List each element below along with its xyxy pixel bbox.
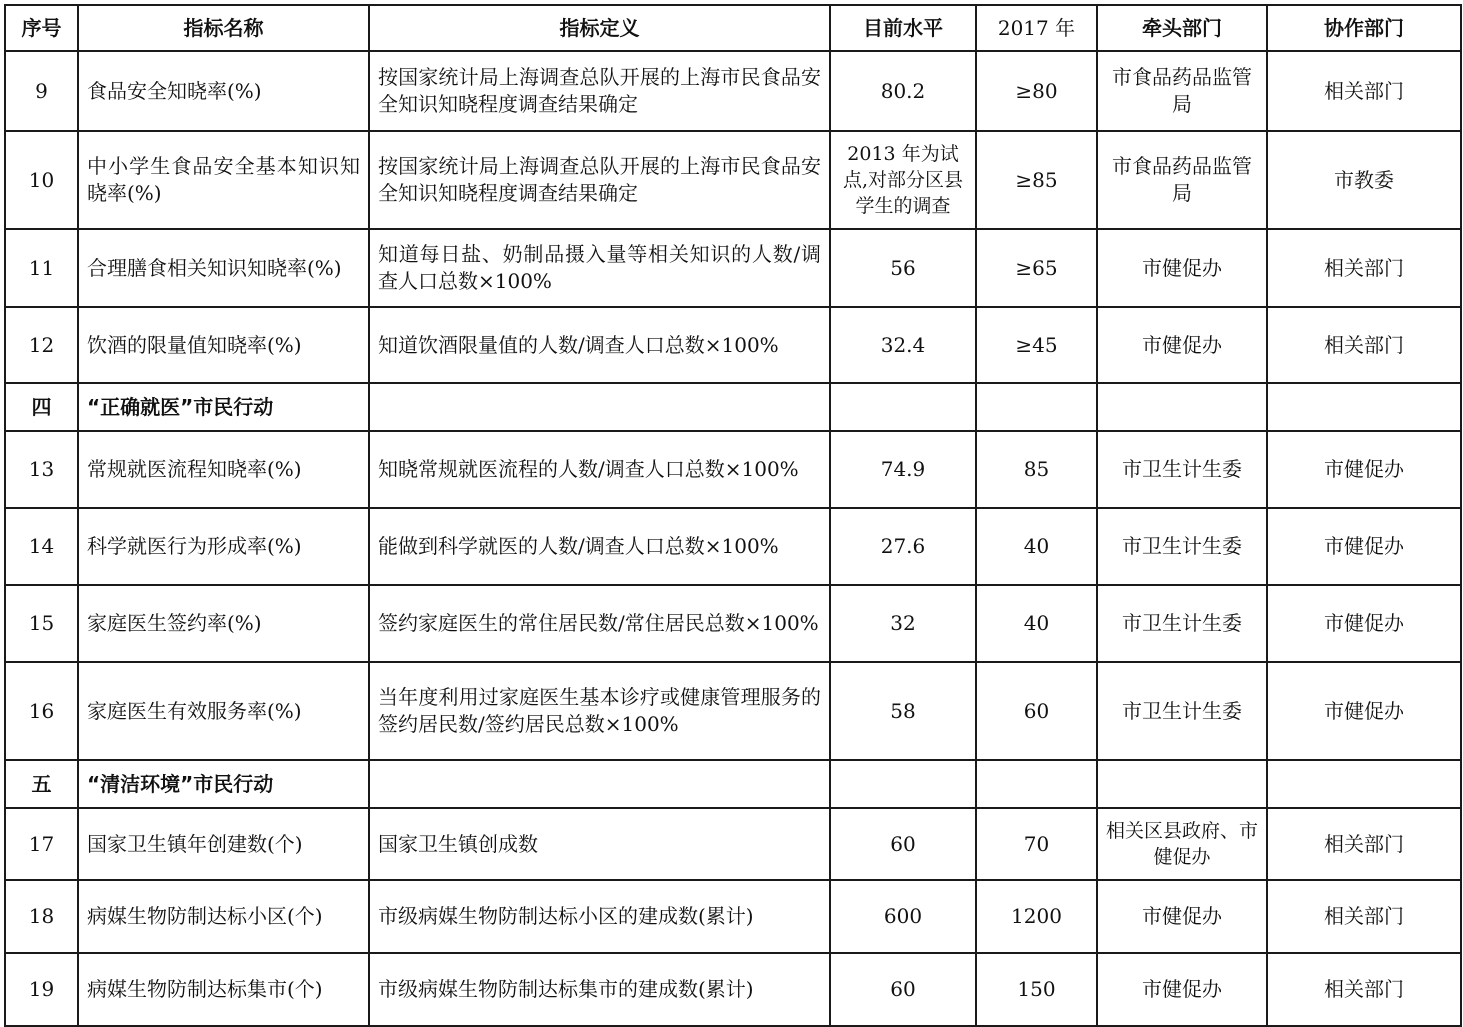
row-lead: 市食品药品监管局 bbox=[1097, 51, 1267, 131]
row-seq: 10 bbox=[5, 131, 78, 229]
section-row bbox=[5, 760, 1461, 808]
table-row bbox=[5, 307, 1461, 383]
row-name: 食品安全知晓率(%) bbox=[78, 51, 369, 131]
row-target: 70 bbox=[976, 808, 1097, 880]
empty-cell bbox=[976, 383, 1097, 431]
table-row bbox=[5, 662, 1461, 760]
empty-cell bbox=[1097, 760, 1267, 808]
row-name: 饮酒的限量值知晓率(%) bbox=[78, 307, 369, 383]
table-row bbox=[5, 585, 1461, 662]
empty-cell bbox=[1097, 383, 1267, 431]
empty-cell bbox=[369, 760, 830, 808]
row-seq: 12 bbox=[5, 307, 78, 383]
row-definition: 市级病媒生物防制达标小区的建成数(累计) bbox=[369, 880, 830, 953]
section-row bbox=[5, 383, 1461, 431]
row-lead: 市健促办 bbox=[1097, 953, 1267, 1026]
row-lead: 市健促办 bbox=[1097, 880, 1267, 953]
row-target: 85 bbox=[976, 431, 1097, 508]
row-lead: 市卫生计生委 bbox=[1097, 585, 1267, 662]
row-coop: 相关部门 bbox=[1267, 880, 1461, 953]
row-definition: 知道每日盐、奶制品摄入量等相关知识的人数/调查人口总数×100% bbox=[369, 229, 830, 307]
row-definition: 按国家统计局上海调查总队开展的上海市民食品安全知识知晓程度调查结果确定 bbox=[369, 51, 830, 131]
table-row bbox=[5, 953, 1461, 1026]
table-row bbox=[5, 508, 1461, 585]
row-definition: 按国家统计局上海调查总队开展的上海市民食品安全知识知晓程度调查结果确定 bbox=[369, 131, 830, 229]
row-definition: 签约家庭医生的常住居民数/常住居民总数×100% bbox=[369, 585, 830, 662]
row-seq: 17 bbox=[5, 808, 78, 880]
row-current: 58 bbox=[830, 662, 976, 760]
row-target: ≥45 bbox=[976, 307, 1097, 383]
row-seq: 14 bbox=[5, 508, 78, 585]
empty-cell bbox=[830, 760, 976, 808]
row-seq: 13 bbox=[5, 431, 78, 508]
header-target: 2017 年 bbox=[976, 5, 1097, 51]
row-coop: 市健促办 bbox=[1267, 431, 1461, 508]
row-definition: 国家卫生镇创成数 bbox=[369, 808, 830, 880]
row-seq: 16 bbox=[5, 662, 78, 760]
row-coop: 市健促办 bbox=[1267, 508, 1461, 585]
header-lead: 牵头部门 bbox=[1097, 5, 1267, 51]
row-current: 32 bbox=[830, 585, 976, 662]
row-lead: 市健促办 bbox=[1097, 229, 1267, 307]
row-name: 中小学生食品安全基本知识知晓率(%) bbox=[78, 131, 369, 229]
row-target: 150 bbox=[976, 953, 1097, 1026]
row-definition: 知晓常规就医流程的人数/调查人口总数×100% bbox=[369, 431, 830, 508]
table-row bbox=[5, 880, 1461, 953]
row-current: 80.2 bbox=[830, 51, 976, 131]
row-coop: 相关部门 bbox=[1267, 51, 1461, 131]
row-name: 国家卫生镇年创建数(个) bbox=[78, 808, 369, 880]
row-seq: 9 bbox=[5, 51, 78, 131]
header-name: 指标名称 bbox=[78, 5, 369, 51]
row-current: 600 bbox=[830, 880, 976, 953]
row-current: 60 bbox=[830, 953, 976, 1026]
section-title: “正确就医”市民行动 bbox=[78, 383, 369, 431]
row-definition: 知道饮酒限量值的人数/调查人口总数×100% bbox=[369, 307, 830, 383]
row-name: 病媒生物防制达标小区(个) bbox=[78, 880, 369, 953]
row-coop: 相关部门 bbox=[1267, 808, 1461, 880]
row-coop: 市健促办 bbox=[1267, 585, 1461, 662]
row-lead: 相关区县政府、市健促办 bbox=[1097, 808, 1267, 880]
section-seq: 五 bbox=[5, 760, 78, 808]
section-title: “清洁环境”市民行动 bbox=[78, 760, 369, 808]
table-row bbox=[5, 51, 1461, 131]
row-current: 2013 年为试点,对部分区县学生的调查 bbox=[830, 131, 976, 229]
row-current: 32.4 bbox=[830, 307, 976, 383]
row-target: 60 bbox=[976, 662, 1097, 760]
empty-cell bbox=[1267, 383, 1461, 431]
section-seq: 四 bbox=[5, 383, 78, 431]
empty-cell bbox=[976, 760, 1097, 808]
header-coop: 协作部门 bbox=[1267, 5, 1461, 51]
row-target: ≥65 bbox=[976, 229, 1097, 307]
row-lead: 市卫生计生委 bbox=[1097, 431, 1267, 508]
row-seq: 18 bbox=[5, 880, 78, 953]
row-seq: 15 bbox=[5, 585, 78, 662]
row-lead: 市卫生计生委 bbox=[1097, 508, 1267, 585]
row-current: 27.6 bbox=[830, 508, 976, 585]
row-name: 病媒生物防制达标集市(个) bbox=[78, 953, 369, 1026]
empty-cell bbox=[830, 383, 976, 431]
table-row bbox=[5, 808, 1461, 880]
row-name: 常规就医流程知晓率(%) bbox=[78, 431, 369, 508]
row-coop: 市健促办 bbox=[1267, 662, 1461, 760]
table-row bbox=[5, 229, 1461, 307]
row-current: 56 bbox=[830, 229, 976, 307]
table-row bbox=[5, 131, 1461, 229]
row-definition: 当年度利用过家庭医生基本诊疗或健康管理服务的签约居民数/签约居民总数×100% bbox=[369, 662, 830, 760]
row-coop: 相关部门 bbox=[1267, 307, 1461, 383]
row-name: 家庭医生有效服务率(%) bbox=[78, 662, 369, 760]
row-target: ≥80 bbox=[976, 51, 1097, 131]
row-lead: 市食品药品监管局 bbox=[1097, 131, 1267, 229]
row-coop: 相关部门 bbox=[1267, 229, 1461, 307]
row-coop: 相关部门 bbox=[1267, 953, 1461, 1026]
row-target: 1200 bbox=[976, 880, 1097, 953]
row-target: 40 bbox=[976, 585, 1097, 662]
row-definition: 能做到科学就医的人数/调查人口总数×100% bbox=[369, 508, 830, 585]
row-lead: 市卫生计生委 bbox=[1097, 662, 1267, 760]
row-seq: 11 bbox=[5, 229, 78, 307]
row-target: ≥85 bbox=[976, 131, 1097, 229]
row-coop: 市教委 bbox=[1267, 131, 1461, 229]
table-row bbox=[5, 431, 1461, 508]
row-name: 合理膳食相关知识知晓率(%) bbox=[78, 229, 369, 307]
header-definition: 指标定义 bbox=[369, 5, 830, 51]
row-lead: 市健促办 bbox=[1097, 307, 1267, 383]
empty-cell bbox=[369, 383, 830, 431]
empty-cell bbox=[1267, 760, 1461, 808]
row-current: 74.9 bbox=[830, 431, 976, 508]
row-current: 60 bbox=[830, 808, 976, 880]
header-seq: 序号 bbox=[5, 5, 78, 51]
header-row bbox=[5, 5, 1461, 51]
row-seq: 19 bbox=[5, 953, 78, 1026]
row-target: 40 bbox=[976, 508, 1097, 585]
row-definition: 市级病媒生物防制达标集市的建成数(累计) bbox=[369, 953, 830, 1026]
header-current: 目前水平 bbox=[830, 5, 976, 51]
row-name: 科学就医行为形成率(%) bbox=[78, 508, 369, 585]
indicator-table bbox=[4, 4, 1462, 1027]
row-name: 家庭医生签约率(%) bbox=[78, 585, 369, 662]
